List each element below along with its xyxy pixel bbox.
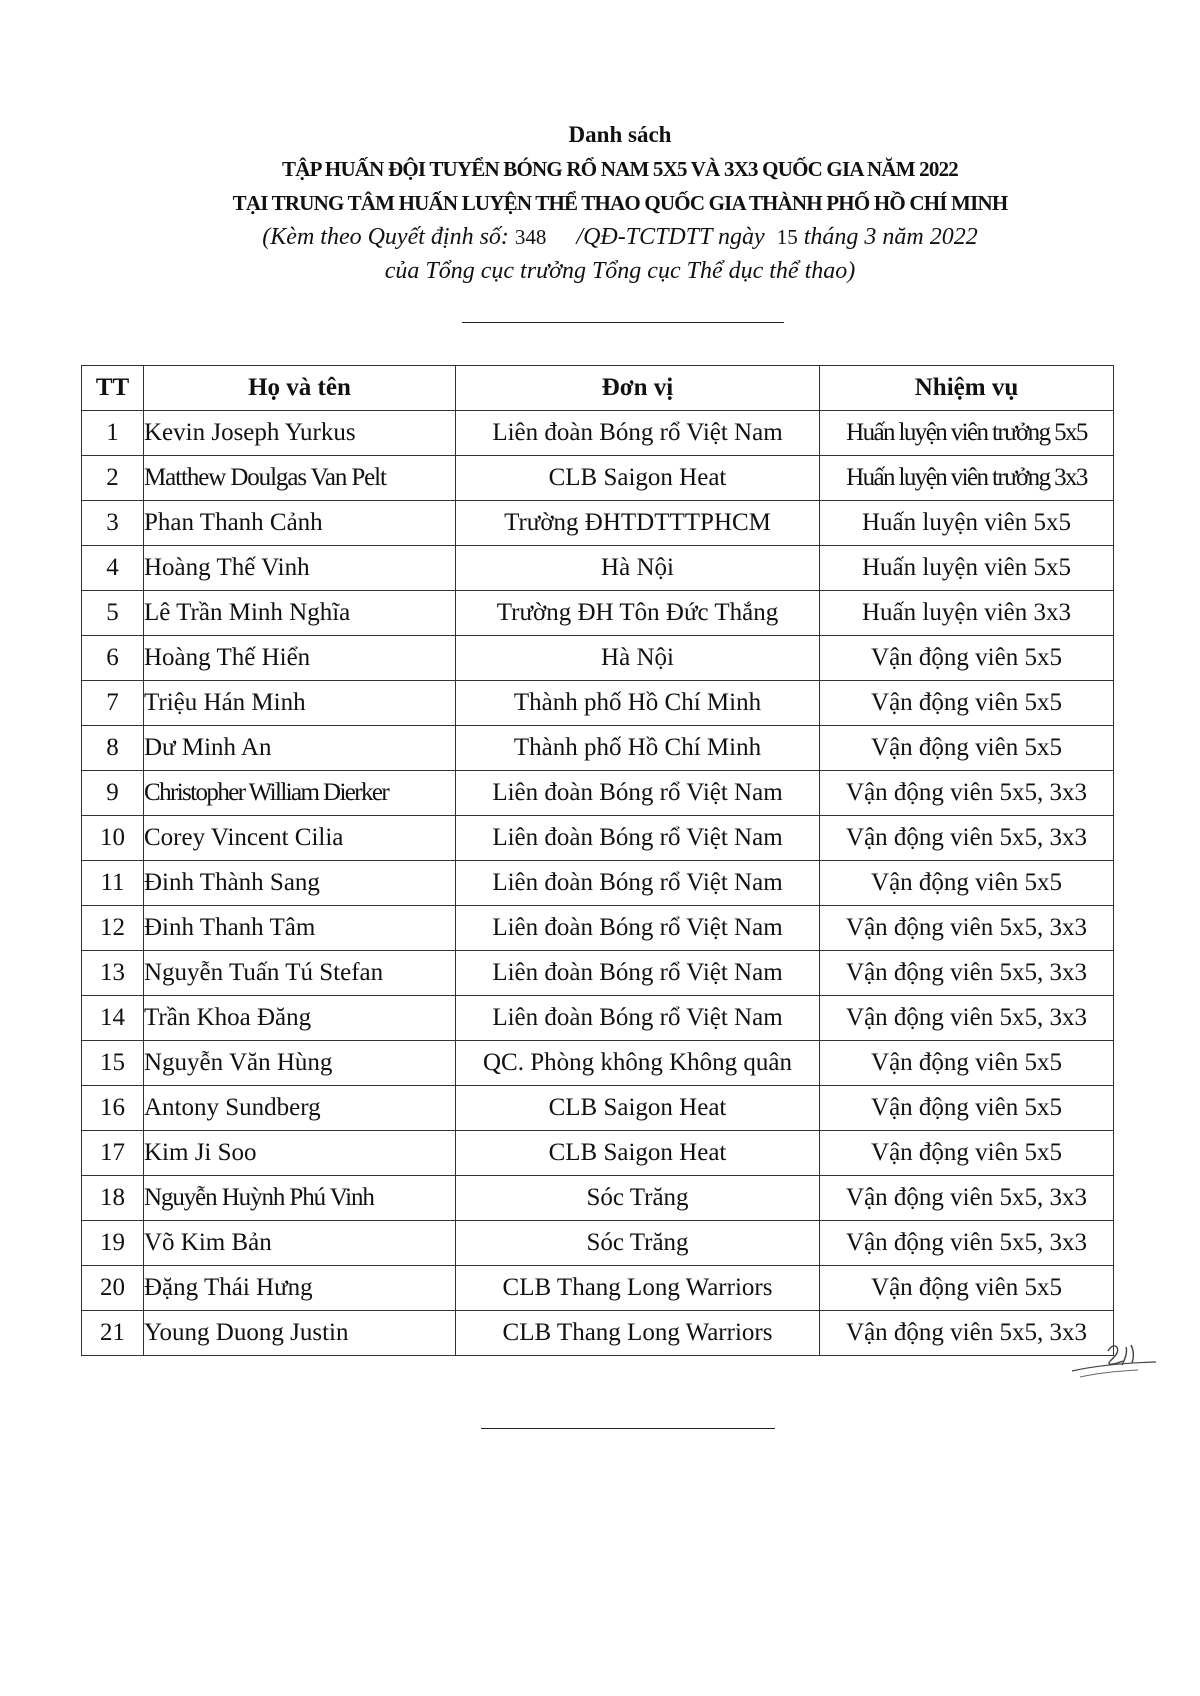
document-title-line-1: TẬP HUẤN ĐỘI TUYỂN BÓNG RỔ NAM 5X5 VÀ 3X3 QUỐC GIA NĂM 2022 [282, 157, 958, 181]
member-unit: CLB Saigon Heat [456, 1131, 820, 1176]
member-role: Vận động viên 5x5 [820, 636, 1114, 681]
row-number: 8 [82, 726, 144, 771]
row-number: 12 [82, 906, 144, 951]
member-name: Triệu Hán Minh [144, 681, 456, 726]
member-unit: Trường ĐHTDTTTPHCM [456, 501, 820, 546]
member-role: Vận động viên 5x5 [820, 1266, 1114, 1311]
member-name: Hoàng Thế Hiển [144, 636, 456, 681]
member-role: Huấn luyện viên trưởng 3x3 [820, 456, 1114, 501]
member-unit: Liên đoàn Bóng rổ Việt Nam [456, 996, 820, 1041]
document-heading: Danh sách [568, 122, 672, 147]
decision-reference [0, 220, 1200, 254]
row-number: 7 [82, 681, 144, 726]
member-unit: Sóc Trăng [456, 1221, 820, 1266]
row-number: 10 [82, 816, 144, 861]
table-row [82, 1041, 1114, 1086]
table-row [82, 726, 1114, 771]
handwritten-initials [1068, 1333, 1158, 1383]
member-name: Antony Sundberg [144, 1086, 456, 1131]
row-number: 9 [82, 771, 144, 816]
member-name: Kim Ji Soo [144, 1131, 456, 1176]
member-name: Nguyễn Huỳnh Phú Vinh [144, 1176, 456, 1221]
row-number: 16 [82, 1086, 144, 1131]
member-unit: CLB Thang Long Warriors [456, 1311, 820, 1356]
member-role: Vận động viên 5x5 [820, 1086, 1114, 1131]
member-role: Vận động viên 5x5 [820, 681, 1114, 726]
table-row [82, 1131, 1114, 1176]
row-number: 19 [82, 1221, 144, 1266]
table-row [82, 1086, 1114, 1131]
member-name: Phan Thanh Cảnh [144, 501, 456, 546]
decision-month-year: tháng 3 năm 2022 [803, 224, 978, 250]
row-number: 6 [82, 636, 144, 681]
footer-divider [481, 1428, 775, 1429]
decision-prefix: (Kèm theo Quyết định số: [262, 224, 509, 250]
member-unit: CLB Saigon Heat [456, 456, 820, 501]
table-row [82, 636, 1114, 681]
row-number: 20 [82, 1266, 144, 1311]
member-name: Võ Kim Bản [144, 1221, 456, 1266]
member-unit: QC. Phòng không Không quân [456, 1041, 820, 1086]
member-role: Vận động viên 5x5 [820, 1131, 1114, 1176]
member-role: Vận động viên 5x5 [820, 1041, 1114, 1086]
member-name: Christopher William Dierker [144, 771, 456, 816]
row-number: 21 [82, 1311, 144, 1356]
document-header [0, 118, 1200, 288]
member-unit: CLB Thang Long Warriors [456, 1266, 820, 1311]
member-name: Đặng Thái Hưng [144, 1266, 456, 1311]
table-row [82, 411, 1114, 456]
member-name: Young Duong Justin [144, 1311, 456, 1356]
member-name: Dư Minh An [144, 726, 456, 771]
decision-day-label: ngày [718, 224, 765, 250]
member-role: Vận động viên 5x5 [820, 861, 1114, 906]
member-role: Vận động viên 5x5 [820, 726, 1114, 771]
member-unit: CLB Saigon Heat [456, 1086, 820, 1131]
member-unit: Hà Nội [456, 636, 820, 681]
column-header-name: Họ và tên [144, 366, 456, 411]
member-role: Vận động viên 5x5, 3x3 [820, 1221, 1114, 1266]
member-role: Huấn luyện viên 5x5 [820, 501, 1114, 546]
member-unit: Thành phố Hồ Chí Minh [456, 681, 820, 726]
row-number: 5 [82, 591, 144, 636]
member-name: Corey Vincent Cilia [144, 816, 456, 861]
member-unit: Hà Nội [456, 546, 820, 591]
table-row [82, 1176, 1114, 1221]
member-unit: Liên đoàn Bóng rổ Việt Nam [456, 771, 820, 816]
member-role: Vận động viên 5x5, 3x3 [820, 771, 1114, 816]
table-row [82, 1221, 1114, 1266]
row-number: 13 [82, 951, 144, 996]
table-row [82, 996, 1114, 1041]
table-row [82, 906, 1114, 951]
member-name: Hoàng Thế Vinh [144, 546, 456, 591]
member-role: Vận động viên 5x5, 3x3 [820, 996, 1114, 1041]
member-unit: Sóc Trăng [456, 1176, 820, 1221]
table-row [82, 771, 1114, 816]
member-unit: Liên đoàn Bóng rổ Việt Nam [456, 816, 820, 861]
row-number: 2 [82, 456, 144, 501]
table-header-row [82, 366, 1114, 411]
member-role: Vận động viên 5x5, 3x3 [820, 1176, 1114, 1221]
member-unit: Trường ĐH Tôn Đức Thắng [456, 591, 820, 636]
table-row [82, 501, 1114, 546]
member-name: Matthew Doulgas Van Pelt [144, 456, 456, 501]
column-header-tt: TT [82, 366, 144, 411]
member-name: Trần Khoa Đăng [144, 996, 456, 1041]
table-row [82, 816, 1114, 861]
column-header-role: Nhiệm vụ [820, 366, 1114, 411]
decision-number: 348 [514, 225, 547, 249]
header-divider [462, 322, 784, 323]
member-role: Huấn luyện viên trưởng 5x5 [820, 411, 1114, 456]
member-unit: Liên đoàn Bóng rổ Việt Nam [456, 411, 820, 456]
table-row [82, 951, 1114, 996]
member-role: Huấn luyện viên 5x5 [820, 546, 1114, 591]
document-title-line-2: TẠI TRUNG TÂM HUẤN LUYỆN THỂ THAO QUỐC GIA THÀNH PHỐ HỒ CHÍ MINH [232, 191, 1008, 215]
row-number: 1 [82, 411, 144, 456]
member-role: Vận động viên 5x5, 3x3 [820, 816, 1114, 861]
row-number: 3 [82, 501, 144, 546]
member-unit: Liên đoàn Bóng rổ Việt Nam [456, 861, 820, 906]
row-number: 17 [82, 1131, 144, 1176]
column-header-unit: Đơn vị [456, 366, 820, 411]
member-role: Huấn luyện viên 3x3 [820, 591, 1114, 636]
member-role: Vận động viên 5x5, 3x3 [820, 906, 1114, 951]
decision-day: 15 [776, 225, 798, 249]
member-name: Kevin Joseph Yurkus [144, 411, 456, 456]
member-name: Đinh Thành Sang [144, 861, 456, 906]
decision-code: /QĐ-TCTDTT [576, 224, 713, 250]
member-name: Nguyễn Văn Hùng [144, 1041, 456, 1086]
table-row [82, 681, 1114, 726]
row-number: 11 [82, 861, 144, 906]
member-role: Vận động viên 5x5, 3x3 [820, 951, 1114, 996]
member-unit: Liên đoàn Bóng rổ Việt Nam [456, 906, 820, 951]
member-name: Đinh Thanh Tâm [144, 906, 456, 951]
member-role: Vận động viên 5x5, 3x3 [820, 1311, 1114, 1356]
roster-table [81, 365, 1114, 1356]
row-number: 15 [82, 1041, 144, 1086]
row-number: 14 [82, 996, 144, 1041]
table-row [82, 546, 1114, 591]
table-row [82, 456, 1114, 501]
table-row [82, 1311, 1114, 1356]
row-number: 4 [82, 546, 144, 591]
row-number: 18 [82, 1176, 144, 1221]
table-row [82, 861, 1114, 906]
table-row [82, 1266, 1114, 1311]
member-unit: Thành phố Hồ Chí Minh [456, 726, 820, 771]
table-row [82, 591, 1114, 636]
member-name: Lê Trần Minh Nghĩa [144, 591, 456, 636]
member-unit: Liên đoàn Bóng rổ Việt Nam [456, 951, 820, 996]
member-name: Nguyễn Tuấn Tú Stefan [144, 951, 456, 996]
decision-issuer: của Tổng cục trưởng Tổng cục Thể dục thể thao) [384, 258, 856, 284]
